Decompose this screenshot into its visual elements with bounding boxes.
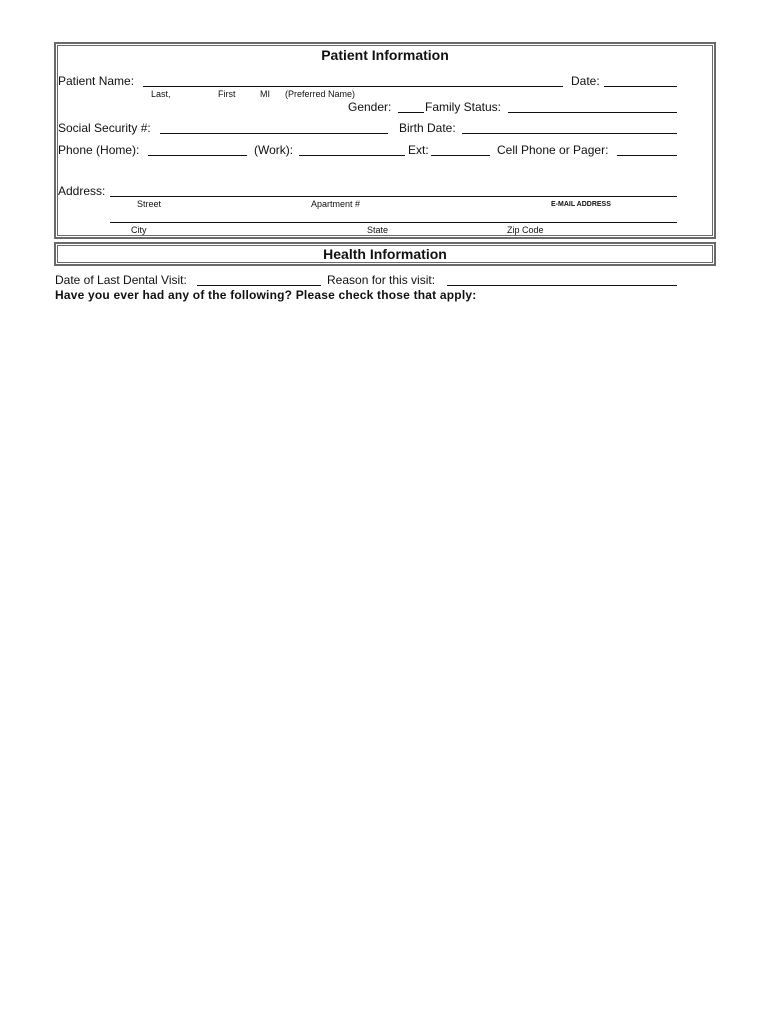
street-caption: Street (137, 199, 162, 209)
apartment-caption: Apartment # (311, 199, 361, 209)
family-status-field[interactable] (508, 112, 677, 113)
phone-work-field[interactable] (299, 155, 405, 156)
patient-information-section (54, 42, 716, 239)
family-status-label: Family Status: (425, 100, 502, 114)
cell-phone-label: Cell Phone or Pager: (497, 143, 609, 157)
date-label: Date: (571, 74, 600, 88)
city-state-zip-field[interactable] (110, 222, 677, 223)
patient-information-title: Patient Information (321, 47, 449, 63)
last-name-caption: Last, (151, 89, 171, 99)
patient-name-label: Patient Name: (58, 74, 135, 88)
last-dental-visit-field[interactable] (197, 285, 321, 286)
visit-reason-field[interactable] (447, 285, 677, 286)
state-caption: State (367, 225, 389, 235)
extension-field[interactable] (431, 155, 490, 156)
conditions-question: Have you ever had any of the following? Please check those that apply: (55, 288, 477, 302)
cell-phone-field[interactable] (617, 155, 677, 156)
zip-code-caption: Zip Code (507, 225, 544, 235)
preferred-name-caption: (Preferred Name) (285, 89, 356, 99)
phone-work-label: (Work): (254, 143, 294, 157)
birth-date-field[interactable] (462, 133, 677, 134)
patient-name-field[interactable] (143, 86, 563, 87)
middle-initial-caption: MI (260, 89, 270, 99)
ssn-label: Social Security #: (58, 121, 151, 135)
address-label: Address: (58, 184, 106, 198)
phone-home-label: Phone (Home): (58, 143, 140, 157)
address-field[interactable] (110, 196, 677, 197)
visit-reason-label: Reason for this visit: (327, 273, 436, 287)
gender-field[interactable] (398, 112, 424, 113)
date-field[interactable] (604, 86, 677, 87)
phone-home-field[interactable] (148, 155, 247, 156)
last-dental-visit-label: Date of Last Dental Visit: (55, 273, 187, 287)
health-information-title: Health Information (323, 246, 447, 262)
ssn-field[interactable] (160, 133, 388, 134)
gender-label: Gender: (348, 100, 392, 114)
extension-label: Ext: (408, 143, 429, 157)
city-caption: City (131, 225, 147, 235)
email-address-caption: E-MAIL ADDRESS (551, 201, 611, 208)
birth-date-label: Birth Date: (399, 121, 456, 135)
first-name-caption: First (218, 89, 236, 99)
